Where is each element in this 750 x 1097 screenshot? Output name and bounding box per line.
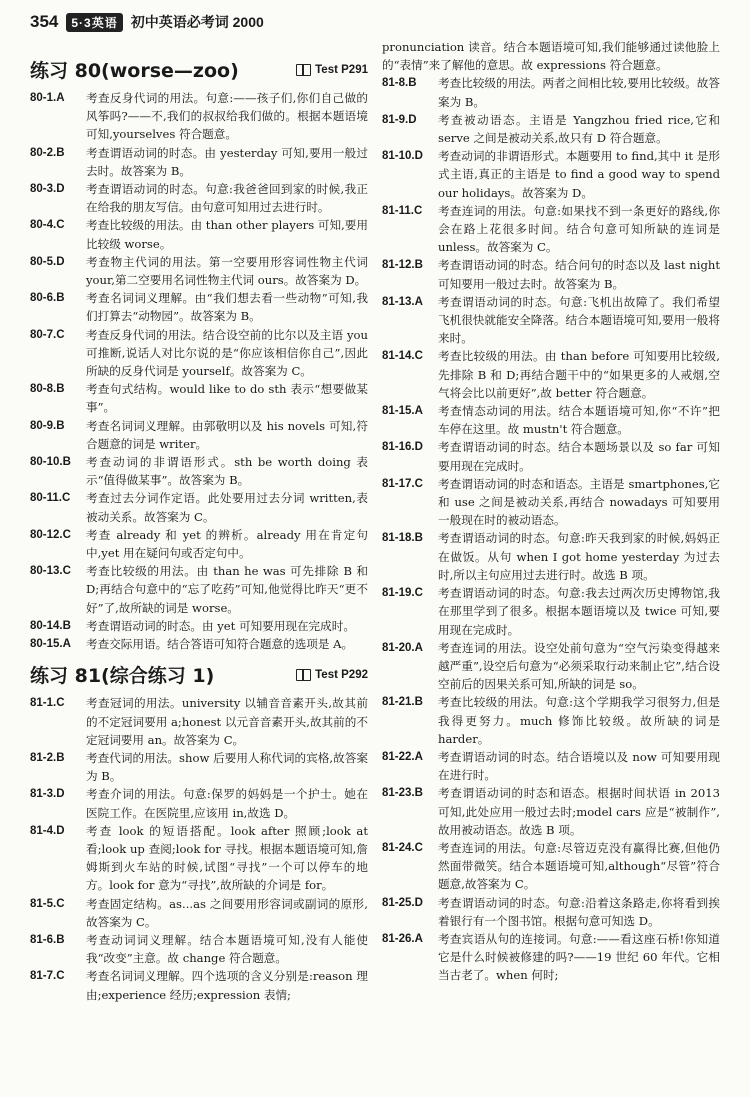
answer-explanation: 考查反身代词的用法。句意:——孩子们,你们自己做的风筝吗?——不,我们的叔叔给我们做的。根据本题语境可知,yourselves 符合题意。 <box>86 91 368 142</box>
answer-explanation: 考查谓语动词的时态和语态。主语是 smartphones,它和 use 之间是被动关系,再结合 nowadays 可知要用一般现在时的被动语态。 <box>438 476 720 528</box>
answer-number: 80-9.B <box>30 419 65 432</box>
book-icon <box>296 64 311 76</box>
answer-item <box>382 784 720 839</box>
answer-number: 81-13.A <box>382 295 423 308</box>
section-81-answers <box>30 694 368 1003</box>
answer-item <box>30 526 368 562</box>
answer-item <box>30 617 368 635</box>
answer-explanation: 考查动词词义理解。结合本题语境可知,没有人能使我“改变”主意。故 change 符合题意。 <box>86 932 368 966</box>
answer-explanation: 考查谓语动词的时态。结合本题场景以及 so far 可知要用现在完成时。 <box>438 440 720 473</box>
answer-item <box>382 839 720 894</box>
answer-item <box>30 380 368 416</box>
answer-number: 81-19.C <box>382 587 423 600</box>
answer-number: 81-24.C <box>382 841 423 854</box>
answer-number: 81-12.B <box>382 259 423 272</box>
right-column <box>382 38 720 985</box>
answer-item <box>30 417 368 453</box>
answer-item <box>382 347 720 402</box>
answer-explanation: 考查被动语态。主语是 Yangzhou fried rice,它和 serve 之间是被动关系,故只有 D 符合题意。 <box>438 112 720 146</box>
answer-explanation: 考查谓语动词的时态。句意:昨天我到家的时候,妈妈正在做饭。从句 when I got home yesterday 为过去时,所以主句应用过去进行时。故选 B 项。 <box>438 531 720 582</box>
section-81-answers-continued <box>382 74 720 984</box>
answer-number: 81-4.D <box>30 824 65 837</box>
book-title: 初中英语必考词 2000 <box>130 14 264 30</box>
answer-explanation: 考查名词词义理解。由郭敬明以及 his novels 可知,符合题意的词是 writer。 <box>86 418 368 451</box>
answer-item <box>382 293 720 348</box>
answer-explanation: 考查动词的非谓语形式。sth be worth doing 表示“值得做某事”。故答案为 B。 <box>86 455 368 488</box>
answer-number: 81-1.C <box>30 697 65 710</box>
answer-explanation: 考查谓语动词的时态。结合问句的时态以及 last night 可知要用一般过去时。故答案为 B。 <box>438 258 720 291</box>
answer-item <box>30 694 368 749</box>
answer-explanation: 考查过去分词作定语。此处要用过去分词 written,表被动关系。故答案为 C。 <box>86 491 368 524</box>
answer-number: 81-5.C <box>30 897 65 910</box>
answer-number: 81-8.B <box>382 77 417 90</box>
answer-item <box>30 289 368 325</box>
answer-explanation: 考查代词的用法。show 后要用人称代词的宾格,故答案为 B。 <box>86 750 368 784</box>
answer-explanation: 考查比较级的用法。由 than other players 可知,要用比较级 worse。 <box>86 218 368 251</box>
answer-explanation: 考查连词的用法。句意:如果找不到一条更好的路线,你会在路上花很多时间。结合句意可知所缺的连词是 unless。故答案为 C。 <box>438 203 720 255</box>
answer-explanation: 考查动词的非谓语形式。本题要用 to find,其中 it 是形式主语,真正的主语是 to find a good way to spend our holidays。故答案为 D。 <box>438 149 720 200</box>
answer-explanation: 考查比较级的用法。句意:这个学期我学习很努力,但是我得更努力。much 修饰比较级。故所缺的词是 harder。 <box>438 695 720 746</box>
answer-item <box>30 89 368 144</box>
answer-item <box>30 895 368 931</box>
answer-item <box>30 785 368 821</box>
answer-number: 80-15.A <box>30 638 71 651</box>
answer-number: 81-3.D <box>30 788 65 801</box>
answer-explanation: 考查谓语动词的时态。由 yet 可知要用现在完成时。 <box>86 618 355 633</box>
answer-explanation: 考查比较级的用法。两者之间相比较,要用比较级。故答案为 B。 <box>438 76 720 109</box>
answer-explanation: 考查反身代词的用法。结合设空前的比尔以及主语 you 可推断,说话人对比尔说的是“你应该相信你自己”,因此所缺的反身代词是 yourself。故答案为 C。 <box>86 327 368 379</box>
section-81-title: 练习 81(综合练习 1) <box>30 665 215 688</box>
answer-number: 80-14.B <box>30 619 71 632</box>
answer-explanation: 考查句式结构。would like to do sth 表示“想要做某事”。 <box>86 382 368 415</box>
answer-item <box>382 202 720 257</box>
answer-number: 81-23.B <box>382 787 423 800</box>
answer-item <box>382 111 720 147</box>
answer-explanation: 考查谓语动词的时态。句意:飞机出故障了。我们希望飞机很快就能安全降落。结合本题语境可知,要用一般将来时。 <box>438 294 720 346</box>
section-80-title: 练习 80(worse—zoo) <box>30 60 239 82</box>
answer-explanation: 考查谓语动词的时态。句意:沿着这条路走,你将看到挨着银行有一个图书馆。根据句意可知选 D。 <box>438 895 720 928</box>
answer-item <box>382 147 720 202</box>
answer-number: 81-17.C <box>382 477 423 490</box>
answer-explanation: 考查交际用语。结合答语可知符合题意的选项是 A。 <box>86 637 354 652</box>
continued-explanation: pronunciation 读音。结合本题语境可知,我们能够通过读他脸上的“表情”来了解他的意思。故 expressions 符合题意。 <box>382 40 720 73</box>
answer-number: 81-22.A <box>382 750 423 763</box>
answer-explanation: 考查名词词义理解。四个选项的含义分别是:reason 理由;experience 经历;expression 表情; <box>86 969 368 1002</box>
series-badge: 5·3英语 <box>66 13 122 32</box>
answer-number: 81-7.C <box>30 970 65 983</box>
answer-number: 81-2.B <box>30 751 65 764</box>
answer-item <box>30 326 368 381</box>
answer-number: 80-1.A <box>30 92 65 104</box>
section-80-heading <box>30 56 368 83</box>
answer-item <box>30 453 368 489</box>
section-81-test-ref <box>296 669 368 681</box>
section-80-test-ref <box>296 64 368 76</box>
answer-number: 80-11.C <box>30 492 71 505</box>
answer-explanation: 考查情态动词的用法。结合本题语境可知,你“不许”把车停在这里。故 mustn't 符合题意。 <box>438 404 720 437</box>
answer-item <box>382 894 720 930</box>
answer-item <box>382 584 720 639</box>
answer-number: 80-5.D <box>30 255 65 268</box>
answer-number: 81-20.A <box>382 641 423 654</box>
answer-explanation: 考查宾语从句的连接词。句意:——看这座石桥!你知道它是什么时候被修建的吗?——19 世纪 60 年代。它相当古老了。when 何时; <box>438 931 720 983</box>
answer-item <box>30 749 368 785</box>
answer-number: 80-3.D <box>30 183 65 196</box>
answer-item <box>382 693 720 748</box>
answer-explanation: 考查连词的用法。设空处前句意为“空气污染变得越来越严重”,设空后句意为“必须采取行动来制止它”,结合设空前后的因果关系可知,所缺的词是 so。 <box>438 640 720 692</box>
answer-explanation: 考查固定结构。as...as 之间要用形容词或副词的原形,故答案为 C。 <box>86 896 368 929</box>
answer-explanation: 考查谓语动词的时态。由 yesterday 可知,要用一般过去时。故答案为 B。 <box>86 145 368 178</box>
answer-number: 80-13.C <box>30 565 71 578</box>
answer-item <box>382 256 720 292</box>
answer-number: 81-26.A <box>382 932 423 945</box>
answer-number: 80-4.C <box>30 219 65 232</box>
answer-number: 80-12.C <box>30 528 71 541</box>
page-header <box>30 10 730 34</box>
answer-explanation: 考查冠词的用法。university 以辅音音素开头,故其前的不定冠词要用 a;honest 以元音音素开头,故其前的不定冠词要用 an。故答案为 C。 <box>86 696 368 747</box>
answer-explanation: 考查 look 的短语搭配。look after 照顾;look at 看;look up 查阅;look for 寻找。根据本题语境可知,詹姆斯到火车站的时候,试图“寻找”一个可以停车的地方。look for 意为“寻找”,故所缺的介词是 for。 <box>86 823 368 893</box>
answer-explanation: 考查谓语动词的时态。结合语境以及 now 可知要用现在进行时。 <box>438 749 720 783</box>
answer-number: 81-6.B <box>30 933 65 946</box>
answer-number: 81-21.B <box>382 696 423 709</box>
answer-item <box>382 475 720 530</box>
answer-explanation: 考查 already 和 yet 的辨析。already 用在肯定句中,yet 用在疑问句或否定句中。 <box>86 527 368 561</box>
answer-explanation: 考查谓语动词的时态。句意:我去过两次历史博物馆,我在那里学到了很多。根据本题语境以及 twice 可知,要用现在完成时。 <box>438 586 720 637</box>
answer-item <box>382 748 720 784</box>
answer-item <box>382 402 720 438</box>
answer-item <box>30 822 368 895</box>
answer-explanation: 考查比较级的用法。由 than before 可知要用比较级,先排除 B 和 D;再结合题干中的“如果更多的人戒烟,空气将会比以前更好”,故 better 符合题意。 <box>438 349 720 400</box>
answer-item <box>30 931 368 967</box>
left-column <box>30 50 368 1004</box>
answer-item <box>30 967 368 1003</box>
answer-item <box>30 216 368 252</box>
answer-explanation: 考查名词词义理解。由“我们想去看一些动物”可知,我们打算去“动物园”。故答案为 B。 <box>86 291 368 324</box>
answer-number: 81-9.D <box>382 113 417 126</box>
answer-item <box>382 639 720 694</box>
answer-item <box>30 144 368 180</box>
answer-item <box>382 74 720 110</box>
answer-number: 81-15.A <box>382 405 423 418</box>
answer-item <box>30 635 368 653</box>
section-81-test-ref-label: Test P292 <box>315 668 368 681</box>
answer-explanation: 考查谓语动词的时态和语态。根据时间状语 in 2013 可知,此处应用一般过去时;model cars 应是“被制作”,故用被动语态。故选 B 项。 <box>438 786 720 837</box>
answer-item <box>30 489 368 525</box>
answer-item <box>30 253 368 289</box>
answer-number: 80-7.C <box>30 328 65 341</box>
section-80-answers <box>30 89 368 653</box>
answer-item <box>382 930 720 985</box>
section-81-heading <box>30 661 368 688</box>
answer-item <box>30 180 368 216</box>
answer-number: 80-2.B <box>30 146 65 159</box>
answer-number: 81-10.D <box>382 150 423 163</box>
answer-number: 81-14.C <box>382 350 423 363</box>
answer-number: 80-6.B <box>30 292 65 305</box>
answer-explanation: 考查介词的用法。句意:保罗的妈妈是一个护士。她在医院工作。在医院里,应该用 in,故选 D。 <box>86 787 368 820</box>
answer-number: 81-11.C <box>382 204 423 217</box>
answer-number: 81-18.B <box>382 532 423 545</box>
answer-item <box>382 529 720 584</box>
answer-explanation: 考查连词的用法。句意:尽管迈克没有赢得比赛,但他仍然面带微笑。结合本题语境可知,although“尽管”符合题意,故答案为 C。 <box>438 840 720 892</box>
answer-number: 81-25.D <box>382 896 423 909</box>
book-icon <box>296 669 311 681</box>
page-number: 354 <box>30 12 59 31</box>
answer-number: 80-10.B <box>30 456 71 469</box>
answer-explanation: 考查谓语动词的时态。句意:我爸爸回到家的时候,我正在给我的朋友写信。由句意可知用过去进行时。 <box>86 182 368 215</box>
section-80-test-ref-label: Test P291 <box>315 63 368 76</box>
answer-explanation: 考查比较级的用法。由 than he was 可先排除 B 和 D;再结合句意中的“忘了吃药”可知,他觉得比昨天“更不好”了,故所缺的词是 worse。 <box>86 564 368 615</box>
answer-number: 80-8.B <box>30 383 65 396</box>
answer-item <box>382 438 720 474</box>
answer-explanation: 考查物主代词的用法。第一空要用形容词性物主代词 your,第二空要用名词性物主代词 ours。故答案为 D。 <box>86 254 368 288</box>
answer-number: 81-16.D <box>382 441 423 454</box>
answer-item <box>30 562 368 617</box>
